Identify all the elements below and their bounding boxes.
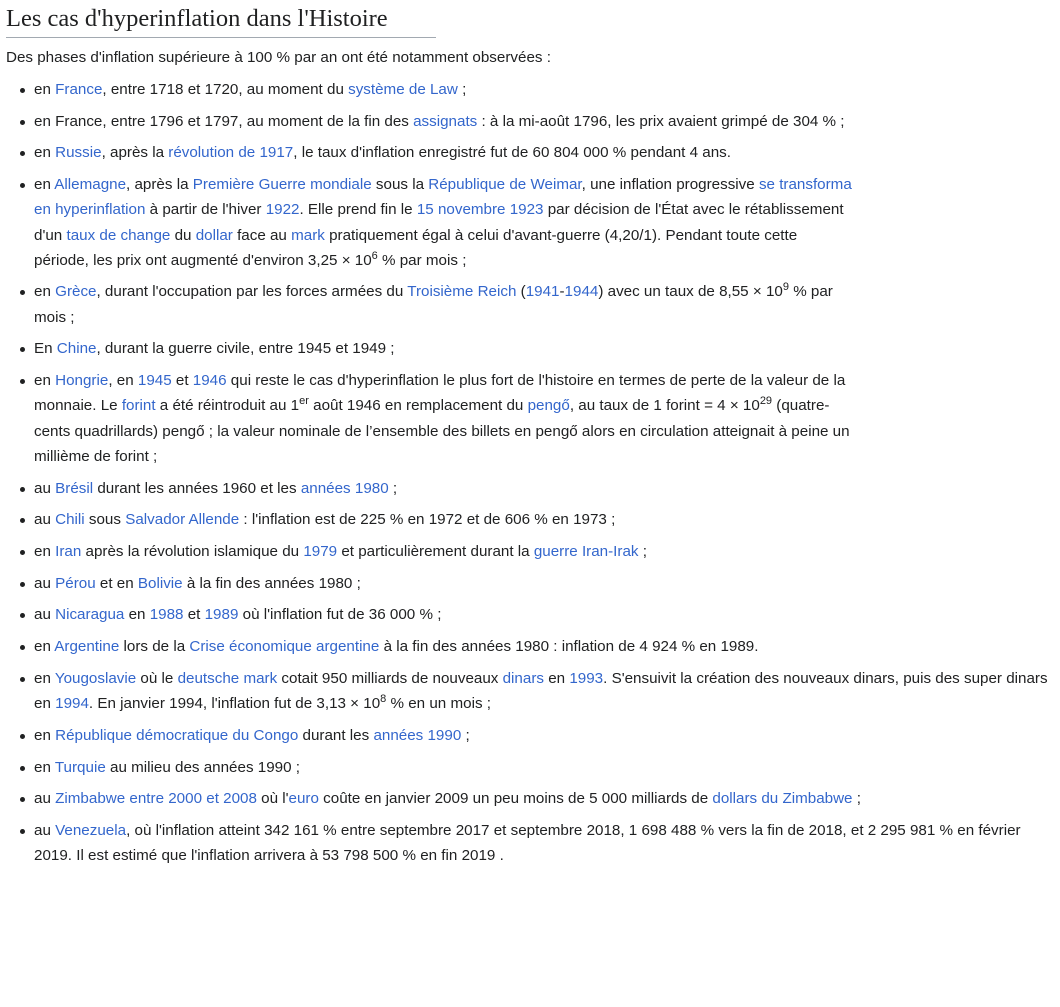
text-segment: au: [34, 511, 56, 529]
text-segment: et: [183, 606, 205, 624]
list-item: [20, 602, 1052, 627]
superscript: er: [299, 395, 309, 408]
text-segment: et: [171, 372, 193, 390]
text-segment: par décision de l'État avec le rétablissement d'un: [34, 201, 844, 244]
text-segment: et en: [95, 574, 138, 592]
text-segment: , où l'inflation atteint 342 161 % entre septembre 2017 et septembre 2018, 1 698 488 % vers la fin de 2018, et 2 295 981 % en février 2019. Il est estimé que l'inflation arrivera à 53 798 500 % en fin 2019 .: [34, 821, 1021, 865]
text-segment: à partir de l'hiver: [145, 201, 266, 219]
wiki-link[interactable]: Venezuela: [55, 821, 127, 839]
text-segment: lors de la: [119, 638, 190, 656]
text-segment: , après la: [101, 144, 169, 162]
wiki-link[interactable]: dollar: [195, 226, 233, 244]
text-segment: . Elle prend fin le: [299, 201, 417, 219]
list-item: [20, 666, 1052, 717]
list-item: [20, 539, 1052, 564]
text-segment: a été réintroduit au 1: [155, 397, 300, 415]
text-segment: . En janvier 1994, l'inflation fut de 3,13 × 10: [88, 695, 381, 713]
text-segment: en: [34, 543, 56, 561]
wiki-link[interactable]: Chili: [55, 511, 85, 529]
text-segment: sous: [84, 511, 126, 529]
wiki-link[interactable]: révolution de 1917: [168, 144, 294, 162]
list-item: [20, 818, 1052, 869]
wiki-link[interactable]: dollars du Zimbabwe: [712, 790, 853, 808]
text-segment: durant les années 1960 et les: [93, 479, 301, 497]
list-item: [20, 336, 1052, 361]
list-item: [20, 507, 1052, 532]
wiki-link[interactable]: 1979: [303, 543, 338, 561]
wiki-link[interactable]: Brésil: [55, 479, 94, 497]
text-segment: en: [34, 669, 55, 687]
wiki-link[interactable]: années 1990: [373, 726, 462, 744]
text-segment: sous la: [371, 175, 429, 193]
text-segment: ;: [457, 80, 467, 98]
list-item: [20, 755, 1052, 780]
wiki-link[interactable]: 1945: [137, 372, 172, 390]
wiki-link[interactable]: Chine: [56, 340, 97, 358]
list-item: [20, 634, 1052, 659]
wiki-link[interactable]: République de Weimar: [428, 175, 582, 193]
wiki-link[interactable]: deutsche mark: [177, 669, 278, 687]
list-item: [20, 476, 1052, 501]
intro-paragraph: Des phases d'inflation supérieure à 100 % par an ont été notamment observées :: [6, 48, 551, 66]
text-segment: en: [34, 726, 56, 744]
text-segment: à la fin des années 1980 ;: [182, 574, 361, 592]
text-segment: , après la: [126, 175, 193, 193]
wiki-link[interactable]: Allemagne: [54, 175, 127, 193]
text-segment: , entre 1718 et 1720, au moment du: [102, 80, 349, 98]
text-segment: ) avec un taux de 8,55 × 10: [598, 283, 783, 301]
wiki-link[interactable]: Russie: [55, 144, 102, 162]
wiki-link[interactable]: Argentine: [54, 638, 120, 656]
wiki-link[interactable]: Hongrie: [55, 372, 109, 390]
superscript: 29: [759, 395, 773, 408]
wiki-link[interactable]: 1988: [149, 606, 184, 624]
text-segment: en: [34, 372, 56, 390]
text-segment: du: [170, 226, 196, 244]
wiki-link[interactable]: 1922: [265, 201, 300, 219]
wiki-link[interactable]: Iran: [55, 543, 82, 561]
text-segment: en: [34, 758, 55, 776]
text-segment: , une inflation progressive: [581, 175, 759, 193]
wiki-link[interactable]: Première Guerre mondiale: [192, 175, 372, 193]
text-segment: au: [34, 574, 56, 592]
list-item: [20, 723, 1052, 748]
wiki-link[interactable]: République démocratique du Congo: [55, 726, 299, 744]
text-segment: ;: [388, 479, 398, 497]
text-segment: où l': [256, 790, 289, 808]
text-segment: où l'inflation fut de 36 000 % ;: [238, 606, 442, 624]
list-item: [20, 140, 1052, 165]
wiki-link[interactable]: Grèce: [55, 283, 97, 301]
wiki-link[interactable]: Crise économique argentine: [189, 638, 380, 656]
wiki-link[interactable]: guerre Iran-Irak: [533, 543, 639, 561]
wiki-link[interactable]: taux de change: [66, 226, 171, 244]
wiki-link[interactable]: années 1980: [300, 479, 389, 497]
text-segment: , le taux d'inflation enregistré fut de 60 804 000 % pendant 4 ans.: [293, 144, 731, 162]
wiki-link[interactable]: pengő: [527, 397, 570, 415]
text-segment: % par mois ;: [377, 251, 467, 269]
wiki-link[interactable]: 1993: [569, 669, 604, 687]
text-segment: coûte en janvier 2009 un peu moins de 5 000 milliards de: [318, 790, 713, 808]
text-segment: pratiquement égal à celui d'avant-guerre (4,20/1). Pendant toute cette période, les prix ont augmenté d'environ 3,25 × 10: [34, 226, 798, 269]
text-segment: en: [124, 606, 150, 624]
text-segment: après la révolution islamique du: [81, 543, 304, 561]
wiki-link[interactable]: mark: [291, 226, 325, 244]
wiki-link[interactable]: 1944: [564, 283, 599, 301]
text-segment: (quatre-cents quadrillards) pengő ; la valeur nominale de l’ensemble des billets en pengő alors en circulation atteignait à peine un millième de forint ;: [34, 397, 850, 466]
wiki-link[interactable]: 1994: [55, 695, 89, 713]
wiki-link[interactable]: Bolivie: [137, 574, 183, 592]
text-segment: ;: [852, 790, 861, 808]
text-segment: ;: [461, 726, 470, 744]
text-segment: à la fin des années 1980 : inflation de 4 924 % en 1989.: [379, 638, 759, 656]
text-segment: (: [516, 283, 526, 301]
list-item: [20, 279, 854, 330]
wiki-link[interactable]: se transforma en hyperinflation: [34, 175, 852, 219]
text-segment: en: [34, 175, 55, 193]
list-item: [20, 786, 1052, 811]
text-segment: : à la mi-août 1796, les prix avaient grimpé de 304 % ;: [477, 112, 845, 130]
section-heading: Les cas d'hyperinflation dans l'Histoire: [6, 3, 436, 38]
wiki-link[interactable]: Salvador Allende: [125, 511, 240, 529]
text-segment: durant les: [298, 726, 374, 744]
wiki-link[interactable]: 1941: [525, 283, 560, 301]
text-segment: où le: [136, 669, 178, 687]
superscript: 8: [380, 693, 387, 706]
text-segment: au milieu des années 1990 ;: [105, 758, 300, 776]
text-segment: , durant l'occupation par les forces armées du: [96, 283, 408, 301]
text-segment: qui reste le cas d'hyperinflation le plus fort de l'histoire en termes de perte de la valeur de la monnaie. Le: [34, 372, 846, 415]
text-segment: -: [559, 283, 565, 301]
text-segment: août 1946 en remplacement du: [308, 397, 528, 415]
text-segment: % en un mois ;: [386, 695, 491, 713]
wiki-link[interactable]: Nicaragua: [55, 606, 125, 624]
wiki-link[interactable]: Zimbabwe entre 2000 et 2008: [55, 790, 257, 808]
text-segment: au: [34, 479, 56, 497]
wiki-link[interactable]: Troisième Reich: [407, 283, 517, 301]
superscript: 9: [782, 281, 789, 294]
text-segment: ;: [638, 543, 647, 561]
text-segment: en: [34, 144, 56, 162]
wiki-link[interactable]: Turquie: [54, 758, 106, 776]
wiki-link[interactable]: assignats: [413, 112, 478, 130]
wiki-link[interactable]: dinars: [502, 669, 544, 687]
text-segment: et particulièrement durant la: [337, 543, 534, 561]
text-segment: au: [34, 821, 56, 839]
wiki-link[interactable]: forint: [121, 397, 156, 415]
text-segment: % par mois ;: [34, 283, 833, 326]
wiki-link[interactable]: France: [55, 80, 103, 98]
wiki-link[interactable]: Yougoslavie: [54, 669, 137, 687]
text-segment: en: [543, 669, 570, 687]
superscript: 6: [371, 249, 378, 262]
list-item: [20, 571, 1052, 596]
text-segment: au: [34, 790, 56, 808]
text-segment: , en: [108, 372, 138, 390]
text-segment: face au: [232, 226, 292, 244]
text-segment: cotait 950 milliards de nouveaux: [277, 669, 503, 687]
text-segment: : l'inflation est de 225 % en 1972 et de 606 % en 1973 ;: [239, 511, 616, 529]
text-segment: en: [34, 80, 56, 98]
hyperinflation-list: [6, 77, 1052, 869]
text-segment: au: [34, 606, 56, 624]
text-segment: en: [34, 283, 56, 301]
text-segment: en France, entre 1796 et 1797, au moment de la fin des: [34, 112, 414, 130]
text-segment: , durant la guerre civile, entre 1945 et 1949 ;: [96, 340, 395, 358]
wiki-link[interactable]: Pérou: [55, 574, 96, 592]
wiki-link[interactable]: 1989: [204, 606, 239, 624]
wiki-link[interactable]: euro: [288, 790, 319, 808]
wiki-link[interactable]: 1946: [192, 372, 227, 390]
list-item: [20, 368, 854, 469]
list-item: [20, 109, 1052, 134]
text-segment: En: [34, 340, 57, 358]
wiki-link[interactable]: système de Law: [348, 80, 458, 98]
list-item: [20, 172, 854, 273]
list-item: [20, 77, 1052, 102]
text-segment: . S'ensuivit la création des nouveaux dinars, puis des super dinars en: [34, 669, 1048, 713]
wiki-link[interactable]: 15 novembre 1923: [416, 201, 544, 219]
text-segment: en: [34, 638, 55, 656]
text-segment: , au taux de 1 forint = 4 × 10: [569, 397, 760, 415]
